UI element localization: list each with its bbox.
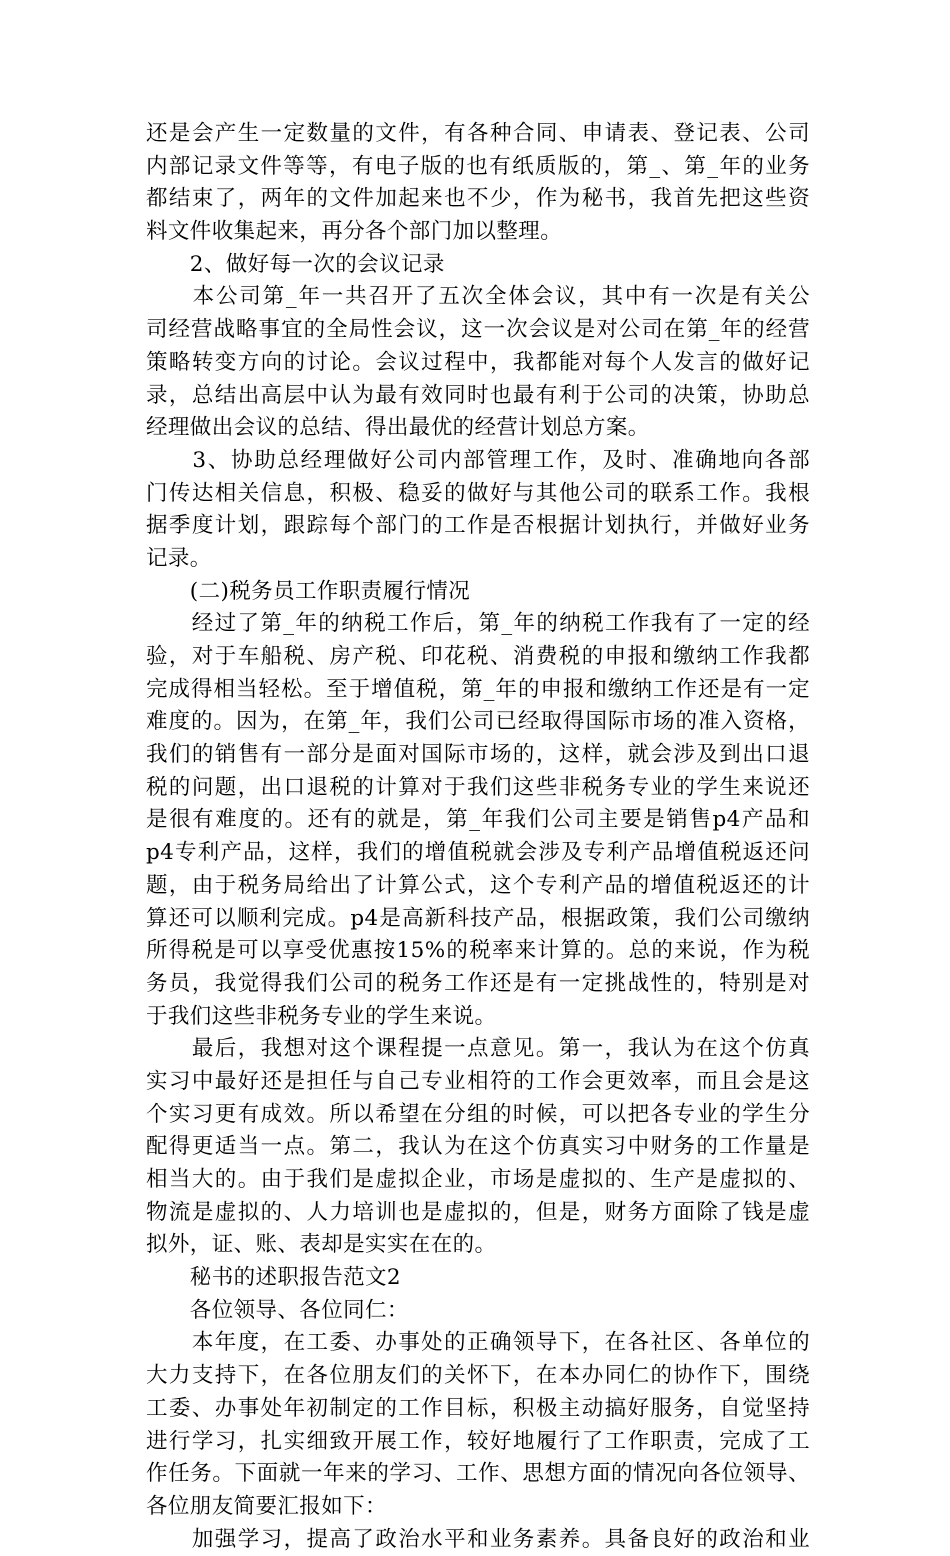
text-line: 我们的销售有一部分是面对国际市场的，这样，就会涉及到出口退 [146, 742, 810, 768]
text-line: 本公司第_年一共召开了五次全体会议，其中有一次是有关公 [146, 284, 810, 310]
section-heading: (二)税务员工作职责履行情况 [146, 578, 471, 604]
text-line: 个实习更有成效。所以希望在分组的时候，可以把各专业的学生分 [146, 1101, 810, 1127]
text-line: 验，对于车船税、房产税、印花税、消费税的申报和缴纳工作我都 [146, 644, 810, 669]
text-line: 记录。 [146, 545, 212, 571]
text-line: 相当大的。由于我们是虚拟企业，市场是虚拟的、生产是虚拟的、 [146, 1167, 810, 1192]
text-line: 据季度计划，跟踪每个部门的工作是否根据计划执行，并做好业务 [146, 513, 810, 539]
text-line: p4专利产品，这样，我们的增值税就会涉及专利产品增值税返还问 [146, 840, 810, 866]
text-line: 务员，我觉得我们公司的税务工作还是有一定挑战性的，特别是对 [146, 970, 810, 996]
text-line: 经过了第_年的纳税工作后，第_年的纳税工作我有了一定的经 [146, 611, 810, 637]
text-line: 拟外，证、账、表却是实实在在的。 [146, 1232, 497, 1258]
text-line: 难度的。因为，在第_年，我们公司已经取得国际市场的准入资格， [146, 709, 810, 735]
text-line: 工委、办事处年初制定的工作目标，积极主动搞好服务，自觉坚持 [146, 1395, 810, 1421]
text-line: 加强学习，提高了政治水平和业务素养。具备良好的政治和业 [146, 1526, 810, 1552]
text-line: 内部记录文件等等，有电子版的也有纸质版的，第_、第_年的业务 [146, 153, 810, 179]
text-line: 3、协助总经理做好公司内部管理工作，及时、准确地向各部 [146, 447, 810, 473]
text-line: 策略转变方向的讨论。会议过程中，我都能对每个人发言的做好记 [146, 349, 810, 375]
text-line: 是很有难度的。还有的就是，第_年我们公司主要是销售p4产品和 [146, 807, 810, 833]
text-line: 大力支持下，在各位朋友们的关怀下，在本办同仁的协作下，围绕 [146, 1363, 810, 1389]
text-line: 税的问题，出口退税的计算对于我们这些非税务专业的学生来说还 [146, 774, 810, 800]
article-title: 秘书的述职报告范文2 [146, 1265, 401, 1291]
text-line: 所得税是可以享受优惠按15%的税率来计算的。总的来说，作为税 [146, 938, 810, 964]
text-line: 最后，我想对这个课程提一点意见。第一，我认为在这个仿真 [146, 1036, 810, 1062]
section-heading: 2、做好每一次的会议记录 [146, 251, 445, 277]
text-line: 进行学习，扎实细致开展工作，较好地履行了工作职责，完成了工 [146, 1428, 810, 1454]
text-line: 题，由于税务局给出了计算公式，这个专利产品的增值税返还的计 [146, 872, 810, 898]
salutation: 各位领导、各位同仁： [146, 1297, 409, 1323]
text-line: 经理做出会议的总结、得出最优的经营计划总方案。 [146, 415, 650, 441]
text-line: 本年度，在工委、办事处的正确领导下，在各社区、各单位的 [146, 1330, 810, 1356]
text-line: 于我们这些非税务专业的学生来说。 [146, 1003, 497, 1029]
text-line: 配得更适当一点。第二，我认为在这个仿真实习中财务的工作量是 [146, 1134, 810, 1160]
text-line: 算还可以顺利完成。p4是高新科技产品，根据政策，我们公司缴纳 [146, 905, 810, 931]
text-line: 都结束了，两年的文件加起来也不少，作为秘书，我首先把这些资 [146, 186, 810, 212]
text-line: 司经营战略事宜的全局性会议，这一次会议是对公司在第_年的经营 [146, 317, 810, 343]
text-line: 实习中最好还是担任与自己专业相符的工作会更效率，而且会是这 [146, 1068, 810, 1094]
text-line: 作任务。下面就一年来的学习、工作、思想方面的情况向各位领导、 [146, 1461, 810, 1487]
text-line: 料文件收集起来，再分各个部门加以整理。 [146, 219, 563, 245]
text-line: 还是会产生一定数量的文件，有各种合同、申请表、登记表、公司 [146, 121, 810, 146]
text-line: 门传达相关信息，积极、稳妥的做好与其他公司的联系工作。我根 [146, 480, 810, 506]
document-page [146, 118, 810, 1556]
text-line: 各位朋友简要汇报如下： [146, 1493, 387, 1519]
text-line: 物流是虚拟的、人力培训也是虚拟的，但是，财务方面除了钱是虚 [146, 1199, 810, 1225]
text-line: 完成得相当轻松。至于增值税，第_年的申报和缴纳工作还是有一定 [146, 676, 810, 702]
text-line: 录，总结出高层中认为最有效同时也最有利于公司的决策，协助总 [146, 382, 810, 408]
